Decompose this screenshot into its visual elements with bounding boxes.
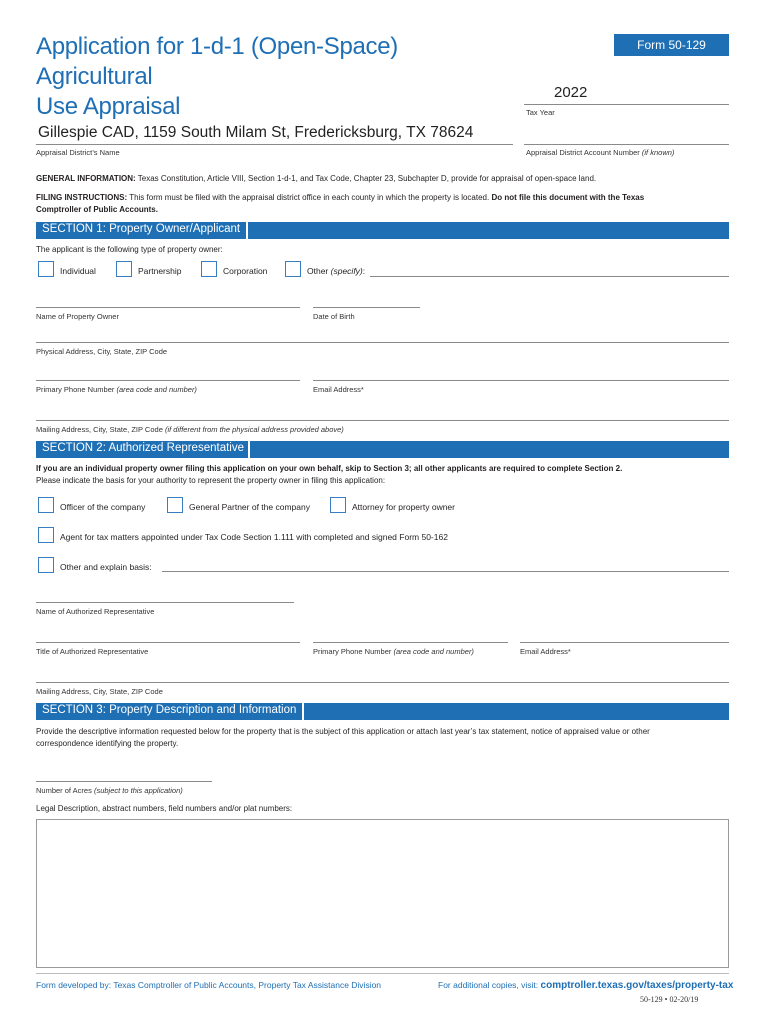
partnership-label: Partnership [138,266,182,276]
corporation-label: Corporation [223,266,268,276]
owner-mailing-line[interactable] [36,420,729,421]
footer-form-code: 50-129 • 02-20/19 [640,995,699,1004]
section3-intro-line1: Provide the descriptive information requested below for the property that is the subject of this application or attach last year’s tax statement, notice of appraised value or other [36,727,650,736]
corporation-checkbox[interactable] [201,261,217,277]
filing-warning-line1: Do not file this document with the Texas [491,193,645,202]
account-number-hint: (if known) [641,148,675,157]
rep-phone-label-text: Primary Phone Number [313,647,392,656]
footer-copies-link[interactable]: comptroller.texas.gov/taxes/property-tax [540,980,734,991]
rep-phone-line[interactable] [313,642,508,643]
rep-name-line[interactable] [36,602,294,603]
owner-phone-hint: (area code and number) [116,385,197,394]
form-title-line1: Application for 1-d-1 (Open-Space) Agricultural [36,33,398,90]
footer-developed-by: Form developed by: Texas Comptroller of Public Accounts, Property Tax Assistance Division [36,980,382,990]
footer-divider [36,973,729,974]
form-number-badge: Form 50-129 [614,34,729,56]
owner-phone-line[interactable] [36,380,300,381]
tax-year-line [524,104,729,105]
other-basis-checkbox[interactable] [38,557,54,573]
individual-checkbox[interactable] [38,261,54,277]
section1-title: SECTION 1: Property Owner/Applicant [42,223,244,235]
acres-label [36,786,183,795]
general-information-text: Texas Constitution, Article VIII, Section 1-d-1, and Tax Code, Chapter 23, Subchapter D, provide for appraisal of open-space land. [137,174,597,183]
filing-instructions [36,192,729,216]
tax-year-label: Tax Year [526,108,555,117]
partnership-checkbox[interactable] [116,261,132,277]
acres-label-text: Number of Acres [36,786,92,795]
officer-label: Officer of the company [60,502,146,512]
rep-email-label: Email Address* [520,647,571,656]
section3-intro [36,726,729,750]
account-number-label [526,148,674,157]
section2-instructions [36,463,729,487]
filing-instructions-heading: FILING INSTRUCTIONS: [36,193,128,202]
rep-mailing-line[interactable] [36,682,729,683]
other-basis-line[interactable] [162,571,729,572]
section3-title: SECTION 3: Property Description and Information [42,704,300,716]
general-partner-label: General Partner of the company [189,502,310,512]
owner-email-label: Email Address* [313,385,364,394]
owner-name-label: Name of Property Owner [36,312,119,321]
rep-title-line[interactable] [36,642,300,643]
rep-mailing-label: Mailing Address, City, State, ZIP Code [36,687,163,696]
acres-hint: (subject to this application) [93,786,183,795]
legal-description-box[interactable] [36,819,729,968]
dob-line[interactable] [313,307,420,308]
owner-email-line[interactable] [313,380,729,381]
general-information-heading: GENERAL INFORMATION: [36,174,136,183]
section3-intro-line2: correspondence identifying the property. [36,739,179,748]
footer-copies [438,980,733,991]
other-owner-colon: : [362,266,366,276]
section1-header [36,222,729,239]
district-name-line [36,144,513,145]
agent-label: Agent for tax matters appointed under Tax Code Section 1.111 with completed and signed Form 50-162 [60,532,448,542]
attorney-checkbox[interactable] [330,497,346,513]
district-name-label: Appraisal District’s Name [36,148,120,157]
section1-intro: The applicant is the following type of property owner: [36,245,223,254]
dob-label: Date of Birth [313,312,355,321]
section3-header [36,703,729,720]
rep-phone-label [313,647,474,656]
rep-name-label: Name of Authorized Representative [36,607,155,616]
section2-header [36,441,729,458]
footer-copies-text: For additional copies, visit: [438,980,541,990]
filing-instructions-text: This form must be filed with the appraisal district office in each county in which the property is located. [129,193,490,202]
attorney-label: Attorney for property owner [352,502,455,512]
physical-address-label: Physical Address, City, State, ZIP Code [36,347,168,356]
account-number-line [524,144,729,145]
section2-instruction-bold: If you are an individual property owner filing this application on your own behalf, skip to Section 3; all other applicants are required to complete Section 2. [36,464,623,473]
form-title-line2: Use Appraisal [36,93,181,120]
rep-phone-hint: (area code and number) [393,647,474,656]
owner-mailing-label-text: Mailing Address, City, State, ZIP Code [36,425,163,434]
rep-title-label: Title of Authorized Representative [36,647,149,656]
owner-mailing-hint: (if different from the physical address provided above) [164,425,344,434]
section2-title: SECTION 2: Authorized Representative [42,442,248,454]
owner-mailing-label [36,425,344,434]
other-basis-label: Other and explain basis: [60,562,152,572]
other-owner-checkbox[interactable] [285,261,301,277]
owner-phone-label [36,385,197,394]
owner-name-line[interactable] [36,307,300,308]
account-number-label-text: Appraisal District Account Number [526,148,640,157]
other-owner-label-text: Other [307,266,329,276]
other-owner-hint: (specify) [330,266,363,276]
form-title [36,32,516,122]
owner-phone-label-text: Primary Phone Number [36,385,115,394]
other-owner-specify-line[interactable] [370,276,729,277]
section2-instruction-text: Please indicate the basis for your authority to represent the property owner in filing this application: [36,476,386,485]
officer-checkbox[interactable] [38,497,54,513]
filing-warning-line2: Comptroller of Public Accounts. [36,205,158,214]
legal-description-label: Legal Description, abstract numbers, field numbers and/or plat numbers: [36,804,293,813]
rep-email-line[interactable] [520,642,729,643]
general-partner-checkbox[interactable] [167,497,183,513]
general-information [36,173,729,185]
tax-year-value[interactable]: 2022 [554,84,588,101]
other-owner-label [307,266,365,276]
physical-address-line[interactable] [36,342,729,343]
acres-line[interactable] [36,781,212,782]
individual-label: Individual [60,266,96,276]
district-name-value[interactable]: Gillespie CAD, 1159 South Milam St, Fredericksburg, TX 78624 [38,124,474,141]
agent-checkbox[interactable] [38,527,54,543]
